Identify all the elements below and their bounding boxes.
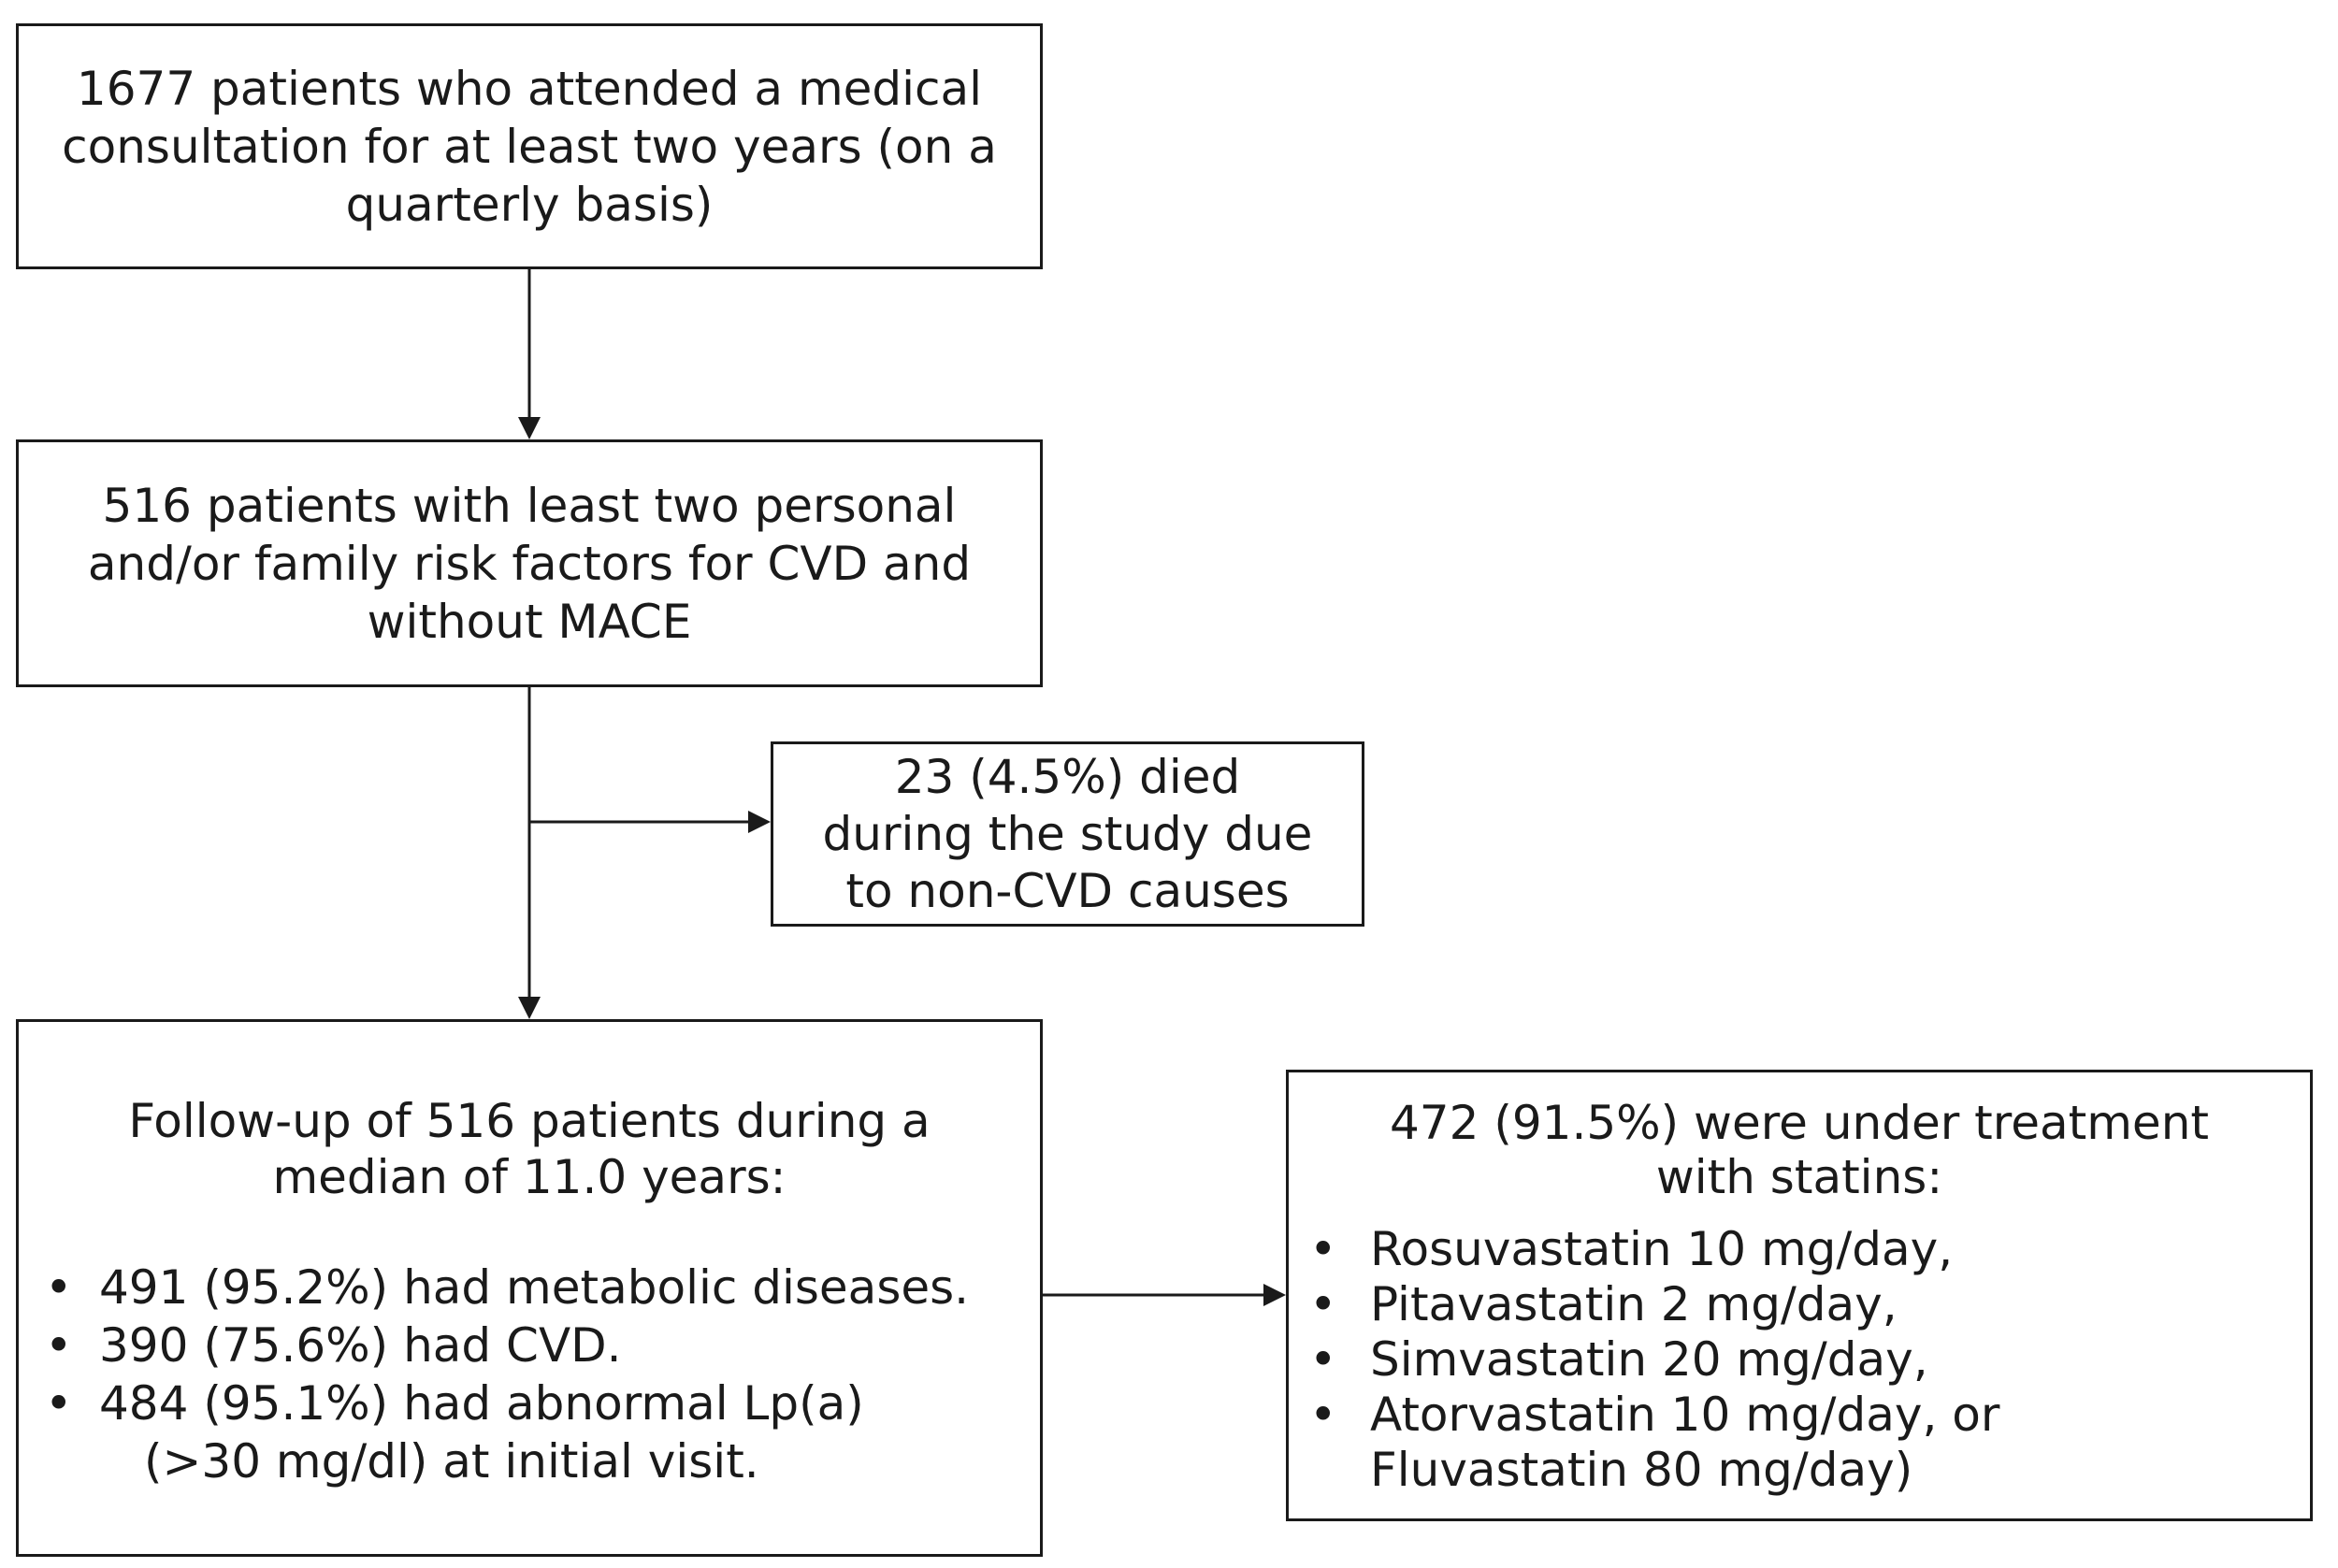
statin-item-pitavastatin	[1309, 1277, 1999, 1332]
arrowhead-followup	[518, 997, 541, 1019]
followup-item-text: 484 (95.1%) had abnormal Lp(a)	[99, 1376, 864, 1431]
died-line-3: to non-CVD causes	[845, 863, 1290, 918]
bullet-icon: •	[1309, 1388, 1337, 1442]
screened-line-3: quarterly basis)	[345, 177, 714, 232]
statins-heading-line-1: 472 (91.5%) were under treatment	[1389, 1096, 2209, 1150]
followup-heading-line-1: Follow-up of 516 patients during a	[128, 1094, 931, 1148]
bullet-icon: •	[1309, 1332, 1337, 1387]
followup-item-cvd	[45, 1316, 969, 1374]
statins-heading	[1289, 1096, 2310, 1204]
statin-item-text: Atorvastatin 10 mg/day, or	[1370, 1388, 2000, 1442]
bullet-icon: •	[45, 1260, 73, 1315]
bullet-icon: •	[45, 1318, 73, 1373]
followup-item-continuation: (>30 mg/dl) at initial visit.	[144, 1434, 759, 1489]
statins-list	[1309, 1222, 1999, 1498]
screened-line-1: 1677 patients who attended a medical	[76, 61, 983, 116]
died-patients-box	[771, 741, 1364, 927]
followup-box	[16, 1019, 1043, 1557]
bullet-icon: •	[1309, 1277, 1337, 1331]
statins-box	[1286, 1070, 2313, 1521]
statin-item-text: Pitavastatin 2 mg/day,	[1370, 1277, 1898, 1331]
eligible-line-1: 516 patients with least two personal	[102, 478, 957, 533]
statins-heading-line-2: with statins:	[1655, 1150, 1943, 1204]
statin-item-text: Rosuvastatin 10 mg/day,	[1370, 1222, 1954, 1276]
died-line-1: 23 (4.5%) died	[894, 749, 1241, 804]
bullet-icon: •	[45, 1376, 73, 1431]
followup-list	[45, 1259, 969, 1490]
statin-item-text: Simvastatin 20 mg/day,	[1370, 1332, 1928, 1387]
arrowhead-statins	[1263, 1284, 1286, 1306]
screened-patients-box	[16, 23, 1043, 269]
eligible-line-3: without MACE	[367, 594, 692, 649]
bullet-icon: •	[1309, 1222, 1337, 1276]
followup-heading-line-2: median of 11.0 years:	[272, 1150, 787, 1204]
eligible-line-2: and/or family risk factors for CVD and	[87, 536, 972, 591]
statin-item-simvastatin	[1309, 1332, 1999, 1388]
statin-item-fluvastatin: Fluvastatin 80 mg/day)	[1370, 1443, 1913, 1497]
died-line-2: during the study due	[822, 806, 1313, 861]
followup-item-metabolic	[45, 1259, 969, 1316]
arrowhead-eligible	[518, 417, 541, 439]
followup-heading	[19, 1093, 1040, 1205]
arrowhead-died	[748, 811, 771, 833]
statin-item-rosuvastatin	[1309, 1222, 1999, 1277]
statin-item-atorvastatin	[1309, 1388, 1999, 1443]
eligible-patients-box	[16, 439, 1043, 687]
screened-line-2: consultation for at least two years (on a	[62, 119, 997, 174]
followup-item-text: 491 (95.2%) had metabolic diseases.	[99, 1260, 970, 1315]
followup-item-lpa	[45, 1374, 969, 1432]
followup-item-text: 390 (75.6%) had CVD.	[99, 1318, 622, 1373]
